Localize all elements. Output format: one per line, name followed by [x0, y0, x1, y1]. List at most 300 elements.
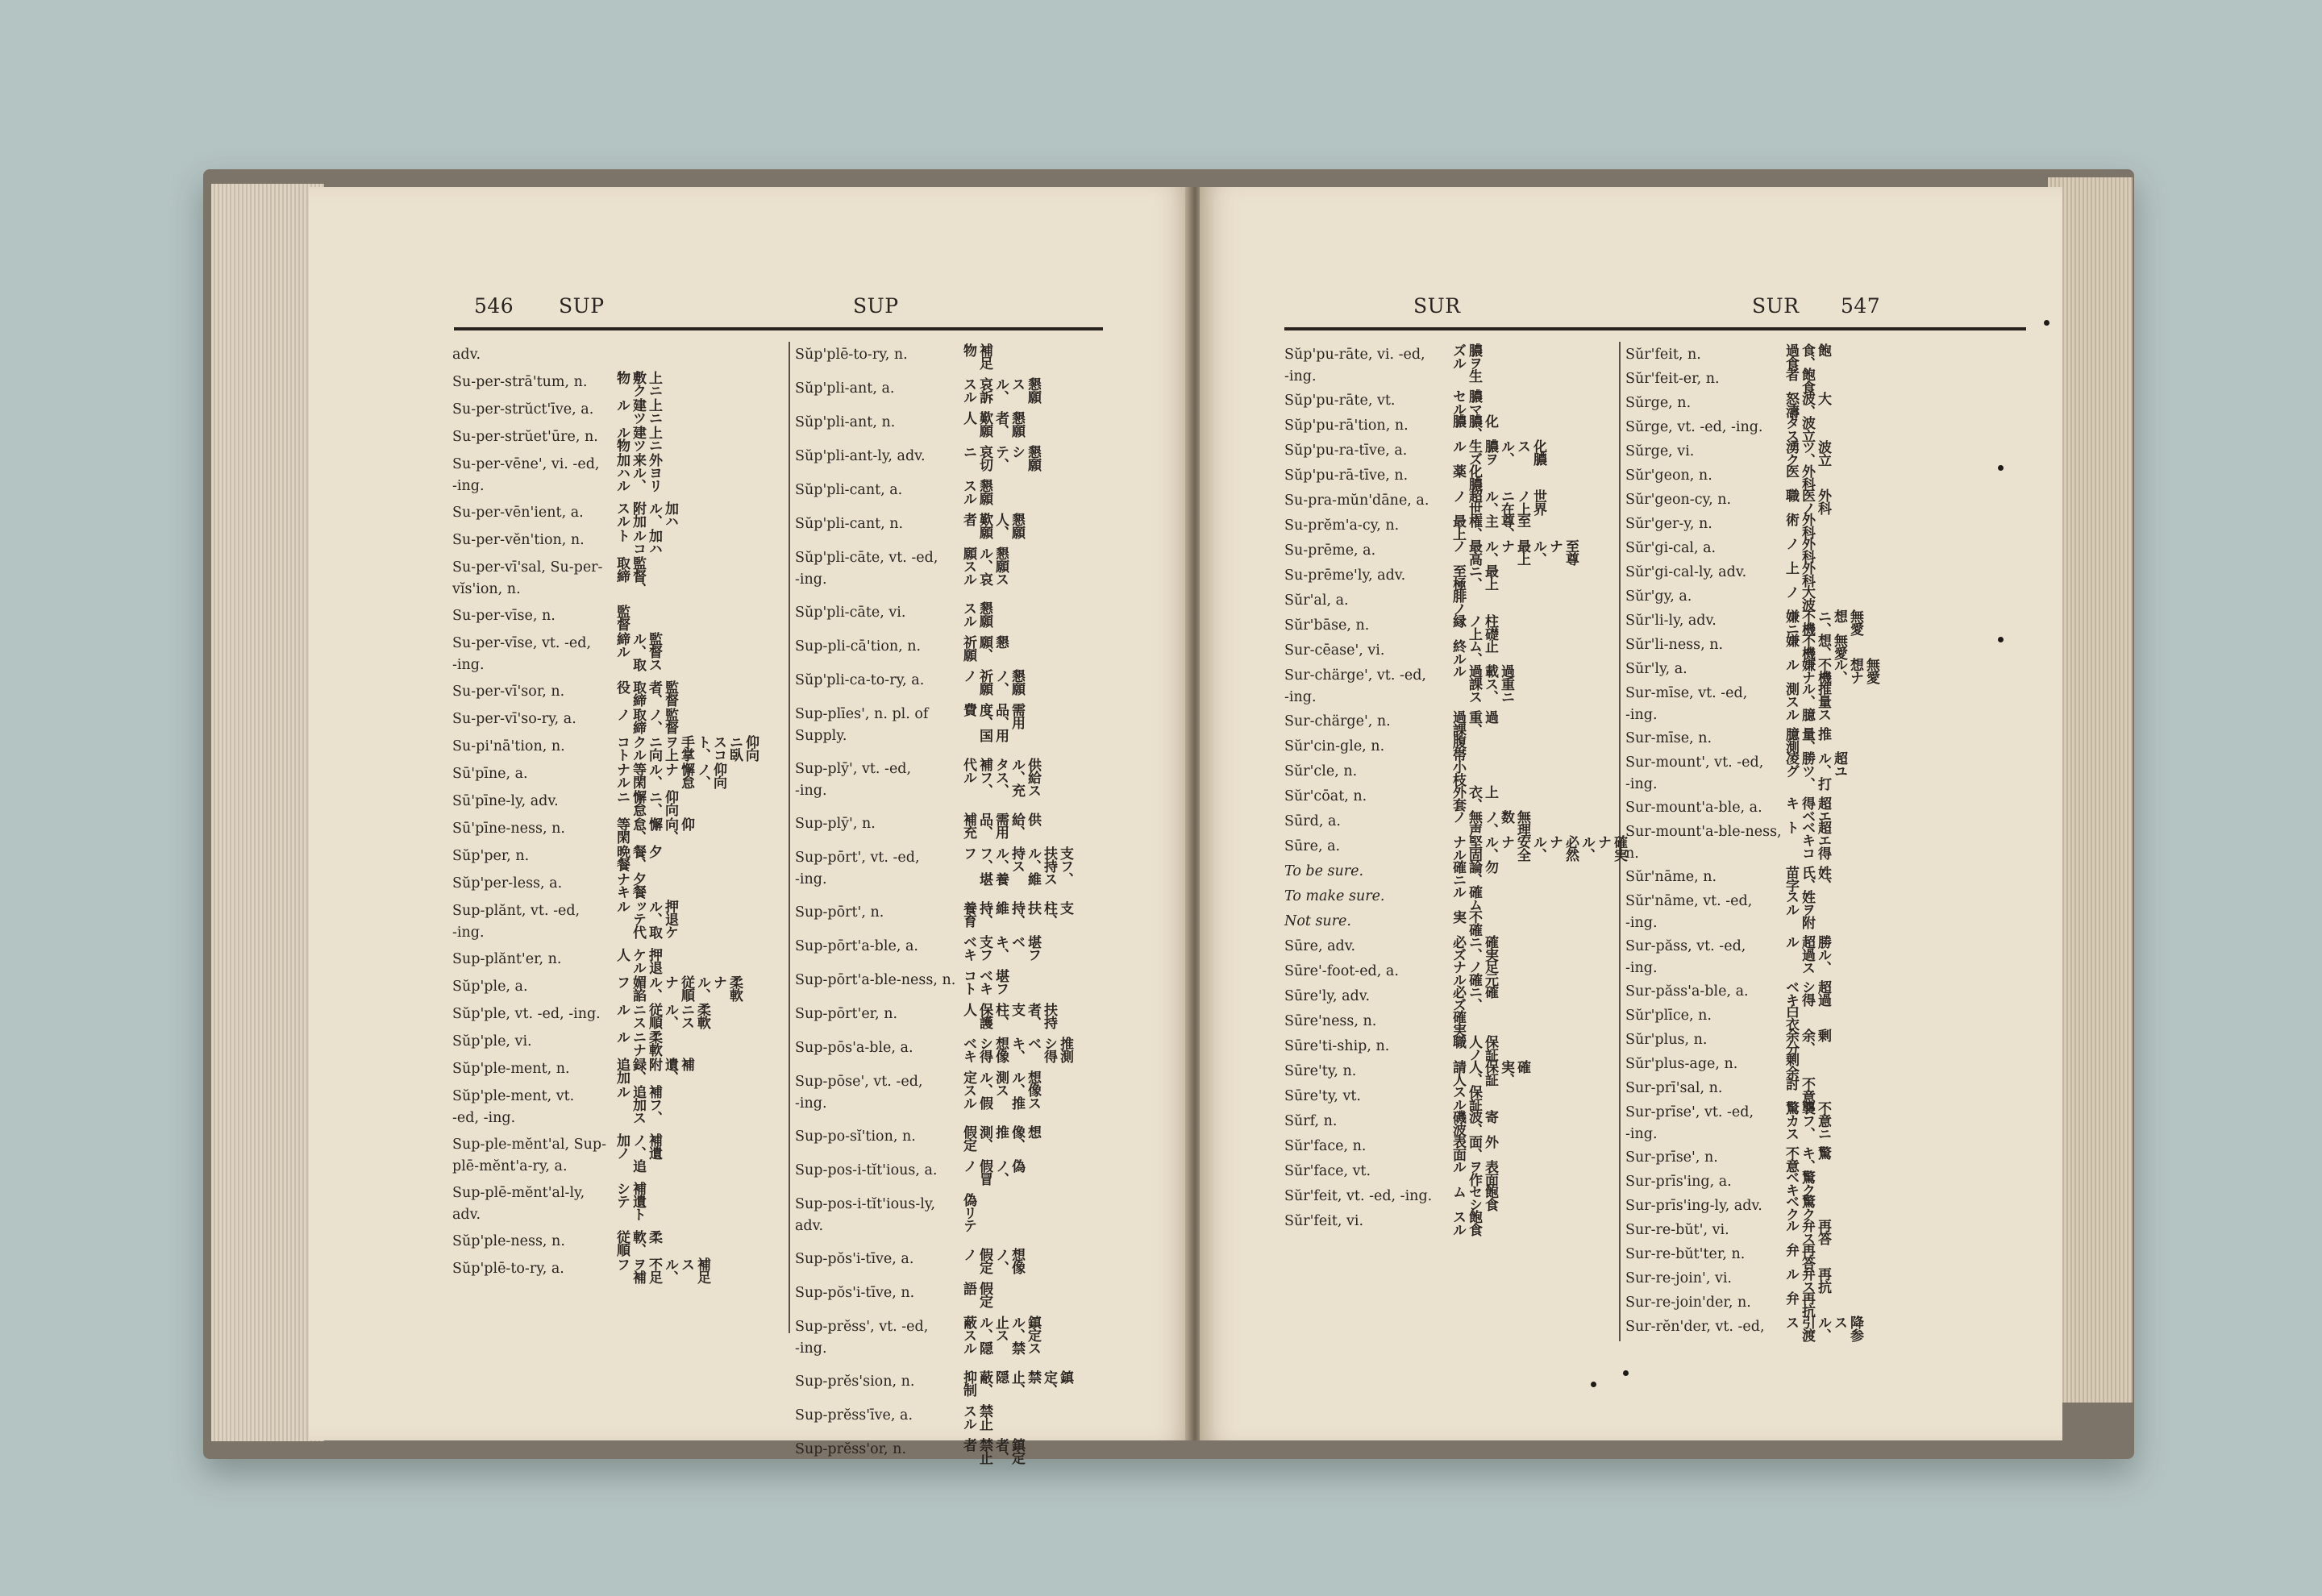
dictionary-entry	[1625, 487, 2012, 514]
japanese-gloss: 補足スル、不足ヲ補フ	[614, 1257, 710, 1283]
japanese-gloss: 超エ得ベキコト	[1783, 821, 1831, 859]
dictionary-entry	[1284, 588, 1611, 615]
dictionary-entry	[452, 816, 779, 843]
japanese-gloss: 補足物	[960, 343, 992, 369]
japanese-gloss: 假定語	[960, 1282, 992, 1307]
headword: Sŭrge, n.	[1625, 395, 1692, 411]
headword: Sŭr'li-ly, adv.	[1625, 613, 1717, 629]
headword: Sŭr'gi-cal, a.	[1625, 540, 1717, 556]
headword: Sup-pōrt', vt. -ed, -ing.	[795, 850, 920, 887]
japanese-gloss: 加ハルコト	[614, 529, 662, 555]
dictionary-entry	[1625, 1290, 2012, 1317]
dictionary-entry	[1625, 656, 2012, 684]
headword: Su-per-strŭet'ūre, n.	[452, 429, 598, 445]
japanese-gloss: 偽ノ、假冒ノ	[960, 1159, 1025, 1185]
japanese-gloss: 化膿スル、膿ヲ生ズル	[1450, 439, 1546, 465]
japanese-gloss: 仰向ノ、懈怠ナル、等閑ナル	[614, 763, 726, 788]
japanese-gloss: 柔軟ニナル	[614, 1030, 662, 1056]
dictionary-entry	[1625, 1051, 2012, 1079]
dictionary-entry	[1284, 808, 1611, 836]
japanese-gloss: 想像ノ、假定ノ	[960, 1248, 1025, 1274]
japanese-gloss: 足元ノ確ナル	[1450, 960, 1498, 986]
dictionary-entry	[795, 1124, 1113, 1151]
dictionary-entry	[1625, 608, 2012, 635]
japanese-gloss: 化膿薬	[1450, 464, 1482, 490]
headword: Sŭp'per, n.	[452, 848, 530, 864]
headword: To be sure.	[1284, 863, 1364, 879]
japanese-gloss: 懇願人、歎願者	[960, 513, 1025, 538]
japanese-gloss: 外科上	[1783, 561, 1815, 587]
headword: Sŭr'gi-cal-ly, adv.	[1625, 564, 1747, 580]
dictionary-entry	[1625, 632, 2012, 659]
dictionary-entry	[1625, 888, 2012, 937]
ink-spot	[2044, 320, 2049, 326]
headword: Su-per-vī'so-ry, a.	[452, 711, 576, 727]
japanese-gloss: 上ニ建ツル物	[614, 426, 662, 451]
japanese-gloss: 降参スル、引渡ス	[1783, 1315, 1863, 1341]
japanese-gloss: 無理数ノ、無声ノ	[1450, 810, 1530, 836]
japanese-gloss: 確実、保証人、請人	[1450, 1060, 1530, 1086]
dictionary-entry	[795, 634, 1113, 661]
headword: Sur-mīse, n.	[1625, 730, 1712, 746]
headword: Sŭr'plus-age, n.	[1625, 1056, 1738, 1072]
japanese-gloss: 確ムル	[1450, 885, 1482, 911]
headword: Sūrd, a.	[1284, 813, 1341, 829]
headword: Sŭp'pu-rāte, vi. -ed, -ing.	[1284, 347, 1425, 384]
headword: Sŭr'gy, a.	[1625, 588, 1692, 605]
dictionary-entry	[452, 871, 779, 898]
japanese-gloss: 補遺トシテ	[614, 1182, 646, 1220]
left-page-column-2	[795, 342, 1113, 1470]
dictionary-entry	[1284, 613, 1611, 640]
dictionary-entry	[1284, 883, 1611, 911]
dictionary-entry	[1625, 795, 2012, 822]
headword: Sŭrf, n.	[1284, 1113, 1338, 1129]
dictionary-entry	[795, 900, 1113, 927]
dictionary-entry	[1284, 1133, 1611, 1161]
dictionary-entry	[1625, 511, 2012, 538]
headword: Sŭp'pu-ra-tīve, a.	[1284, 443, 1408, 459]
japanese-gloss: 至尊ナル、最上ナル、最高ノ	[1450, 539, 1579, 565]
headword: Su-per-vī'sal, Su-per- vĭs'ion, n.	[452, 559, 603, 597]
dictionary-entry	[452, 527, 779, 555]
japanese-gloss: 押退ケル、取ッテ代ル	[614, 900, 678, 938]
dictionary-entry	[1284, 833, 1627, 861]
headword: Sŭp'pu-rāte, vt.	[1284, 393, 1396, 409]
headword: Su-pra-mŭn'dāne, a.	[1284, 493, 1429, 509]
headword: Sur-mount', vt. -ed, -ing.	[1625, 754, 1764, 792]
headword: Sur-re-bŭt', vi.	[1625, 1222, 1729, 1238]
dictionary-entry	[452, 761, 779, 788]
dictionary-entry	[1625, 414, 2012, 442]
headword: Sup-prĕs'sion, n.	[795, 1374, 915, 1390]
headword: Sŭr'geon-cy, n.	[1625, 492, 1732, 508]
japanese-gloss: 柔軟、従順	[614, 1230, 662, 1256]
left-page-header	[474, 290, 1135, 321]
dictionary-entry	[1625, 1075, 2012, 1103]
japanese-gloss: 上ニ敷ク物	[614, 371, 662, 397]
dictionary-entry	[452, 630, 779, 679]
dictionary-entry	[1284, 1058, 1611, 1086]
left-page-column-1	[452, 342, 779, 1283]
japanese-gloss: 小枝	[1450, 760, 1466, 786]
dictionary-entry	[1625, 1003, 2012, 1030]
japanese-gloss: 懇願スル、哀訴スル	[960, 377, 1041, 403]
headword: Sŭp'ple, vi.	[452, 1033, 532, 1049]
japanese-gloss: 勿論、確ニ	[1450, 860, 1498, 886]
dictionary-entry	[1284, 488, 1611, 515]
ink-spot	[1998, 465, 2004, 471]
headword: Sup-prĕss', vt. -ed, -ing.	[795, 1319, 929, 1357]
headword: Sur-prīs'ing, a.	[1625, 1174, 1732, 1190]
headword: Sur-mount'a-ble, a.	[1625, 800, 1762, 816]
headword: Sūre, a.	[1284, 838, 1341, 854]
japanese-gloss: 押退ケル人	[614, 948, 662, 974]
headword: Sŭr'face, n.	[1284, 1138, 1367, 1154]
dictionary-entry	[1284, 933, 1611, 961]
headword: Sŭr'feit, vi.	[1284, 1213, 1364, 1229]
dictionary-entry	[795, 811, 1113, 838]
japanese-gloss: 懇願者、歎願人	[960, 411, 1025, 437]
headword: Sū'pīne, a.	[452, 766, 528, 782]
headword: Sup-pōs'a-ble, a.	[795, 1040, 913, 1056]
dictionary-entry	[1625, 979, 2012, 1006]
japanese-gloss: 鎮定者、禁止者	[960, 1438, 1025, 1464]
right-page-column-2	[1625, 342, 2012, 1341]
dictionary-entry	[452, 342, 779, 369]
dictionary-entry	[795, 1314, 1113, 1362]
headword: Su-prēme'ly, adv.	[1284, 567, 1406, 584]
dictionary-entry	[452, 1029, 779, 1056]
headword: Sup-ple-mĕnt'al, Sup- plē-mĕnt'a-ry, a.	[452, 1137, 607, 1174]
dictionary-entry	[1625, 1027, 2012, 1054]
japanese-gloss: 再抗弁スル	[1783, 1267, 1831, 1293]
headword: Sŭp'pli-ant, n.	[795, 414, 896, 430]
headword: Sur-re-join'der, n.	[1625, 1295, 1751, 1311]
headword: Sū'pīne-ness, n.	[452, 821, 565, 837]
header-guide-word-left: SUP	[559, 294, 605, 318]
headword: Su-prĕm'a-cy, n.	[1284, 517, 1400, 534]
japanese-gloss: 監督、取締	[614, 556, 646, 595]
ink-spot	[1591, 1382, 1596, 1387]
dictionary-entry	[452, 1228, 779, 1256]
japanese-gloss: 白衣	[1783, 1004, 1799, 1030]
headword: Sup-pōrt'er, n.	[795, 1006, 898, 1022]
headword: Sup-pli-cā'tion, n.	[795, 638, 922, 655]
japanese-gloss: 波立タス	[1783, 416, 1815, 442]
dictionary-entry	[795, 845, 1113, 893]
headword: Su-per-strā'tum, n.	[452, 374, 588, 390]
dictionary-entry	[452, 451, 779, 500]
headword: Sŭrge, vi.	[1625, 443, 1695, 459]
japanese-gloss: 確ニ、必ズ	[1450, 985, 1498, 1011]
dictionary-entry	[452, 974, 779, 1001]
japanese-gloss: 禁止スル	[960, 1404, 992, 1430]
japanese-gloss: 懇願ノ、祈願ノ	[960, 669, 1025, 695]
page-edges-left	[211, 184, 324, 1441]
japanese-gloss: 寄波、磯波	[1450, 1110, 1498, 1136]
japanese-gloss: 支フ、扶持スル、維持スル、養フ、堪フ	[960, 846, 1073, 885]
dictionary-entry	[1625, 584, 2012, 611]
headword: Sup-pōse', vt. -ed, -ing.	[795, 1074, 923, 1112]
japanese-gloss: 驚クベク	[1783, 1195, 1815, 1220]
headword: Sŭp'pli-cant, a.	[795, 482, 903, 498]
headword: Sŭr'nāme, vt. -ed, -ing.	[1625, 893, 1753, 931]
dictionary-entry	[795, 1035, 1113, 1062]
dictionary-entry	[1625, 438, 2012, 466]
japanese-gloss: 無愛想ニ、不機嫌ニ	[1783, 609, 1863, 635]
dictionary-entry	[795, 1403, 1113, 1430]
headword: Not sure.	[1284, 913, 1351, 929]
dictionary-entry	[1284, 513, 1611, 540]
japanese-gloss: 不確実	[1450, 910, 1482, 936]
dictionary-entry	[452, 1056, 779, 1083]
dictionary-entry	[452, 679, 779, 706]
japanese-gloss: 監督者、取締役	[614, 680, 678, 706]
japanese-gloss: 外科医ノ職	[1783, 488, 1831, 514]
headword: Sŭp'pu-rā-tīve, n.	[1284, 468, 1409, 484]
dictionary-entry	[795, 1436, 1113, 1464]
headword: Sŭp'ple-ment, vt. -ed, -ing.	[452, 1088, 575, 1126]
japanese-gloss: 超過シ得ベキ	[1783, 980, 1831, 1006]
dictionary-entry	[795, 342, 1113, 369]
japanese-gloss: 供給、需用品、補充	[960, 813, 1041, 838]
dictionary-entry	[1284, 538, 1611, 565]
headword: Sur-cēase', vi.	[1284, 642, 1385, 659]
dictionary-entry	[452, 1132, 779, 1180]
japanese-gloss: 仰向、懈怠、等閑	[614, 817, 694, 843]
headword: Sur-prī'sal, n.	[1625, 1080, 1723, 1096]
headword: Sŭp'plē-to-ry, a.	[452, 1261, 564, 1277]
japanese-gloss: 止ム、終ル	[1450, 639, 1498, 665]
headword: Sup-plȳ', n.	[795, 816, 876, 832]
right-page	[1200, 187, 2062, 1440]
japanese-gloss: 懇願、祈願	[960, 635, 1009, 661]
header-guide-word-left: SUR	[1413, 294, 1461, 318]
dictionary-entry	[1625, 390, 2012, 418]
headword: Sup-plȳ', vt. -ed, -ing.	[795, 761, 912, 799]
dictionary-entry	[1284, 958, 1611, 986]
headword: Sŭr'geon, n.	[1625, 468, 1712, 484]
dictionary-entry	[1284, 908, 1611, 936]
page-number: 547	[1841, 294, 1881, 318]
dictionary-entry	[1284, 342, 1611, 390]
japanese-gloss: 保証人ノ職	[1450, 1035, 1498, 1061]
japanese-gloss: 腓ノ	[1450, 589, 1466, 615]
japanese-gloss: 再答弁スル	[1783, 1219, 1831, 1245]
dictionary-entry	[1625, 864, 2012, 892]
japanese-gloss: 確実ナル、必然ナル、安全ナル、堅固ナル	[1450, 835, 1627, 861]
dictionary-entry	[795, 967, 1113, 995]
dictionary-entry	[452, 734, 779, 761]
headword: Sur-mount'a-ble-ness, n.	[1625, 824, 1782, 862]
dictionary-entry	[1284, 1183, 1611, 1211]
japanese-gloss: 懇願シテ、哀切ニ	[960, 445, 1041, 471]
dictionary-entry	[795, 511, 1113, 538]
japanese-gloss: 補遺、附録、追加	[614, 1058, 694, 1083]
japanese-gloss: 膿ヲ生ズル	[1450, 343, 1482, 382]
headword: Sū'pīne-ly, adv.	[452, 793, 559, 809]
dictionary-entry	[795, 1069, 1113, 1117]
japanese-gloss: 供給スル、充タス、補フ、代ル	[960, 758, 1041, 796]
headword: Sŭp'ple-ment, n.	[452, 1061, 570, 1077]
headword: Sŭr'plus, n.	[1625, 1032, 1708, 1048]
japanese-gloss: 波立ツ、湧ク	[1783, 440, 1831, 466]
headword: Sŭp'ple, vt. -ed, -ing.	[452, 1006, 601, 1022]
headword: Sūre'ness, n.	[1284, 1013, 1377, 1029]
headword: Sŭp'pli-cāte, vt. -ed, -ing.	[795, 550, 938, 588]
japanese-gloss: 補フ、追加スル	[614, 1085, 662, 1124]
dictionary-entry	[1284, 438, 1611, 465]
japanese-gloss: 超ユル、打勝ツ、凌グ	[1783, 751, 1847, 790]
headword: Su-per-vīse, vt. -ed, -ing.	[452, 635, 592, 673]
japanese-gloss: 表面ヲ作ル	[1450, 1160, 1498, 1186]
headword: adv.	[452, 347, 481, 363]
japanese-gloss: 再抗弁	[1783, 1291, 1815, 1317]
dictionary-entry	[1625, 1169, 2012, 1196]
headword: Su-per-vēn'ient, a.	[452, 505, 584, 521]
dictionary-entry	[1625, 1145, 2012, 1172]
dictionary-entry	[1284, 1108, 1611, 1136]
dictionary-entry	[452, 1001, 779, 1029]
dictionary-entry	[452, 369, 779, 397]
headword: Sup-pŏs'i-tīve, a.	[795, 1251, 914, 1267]
japanese-gloss: 監督	[614, 605, 630, 630]
dictionary-entry	[1625, 1217, 2012, 1245]
dictionary-entry	[1625, 933, 2012, 982]
japanese-gloss: 無愛想ナル、不機嫌ナル	[1783, 658, 1879, 684]
headword: Sur-păss'a-ble, a.	[1625, 983, 1749, 1000]
headword: Sur-re-join', vi.	[1625, 1270, 1732, 1286]
headword: Sur-prīs'ing-ly, adv.	[1625, 1198, 1762, 1214]
japanese-gloss: 過重ニ載ス、過課スル	[1450, 664, 1514, 703]
left-page	[309, 187, 1192, 1464]
headword: Sūre'ty, vt.	[1284, 1088, 1361, 1104]
dictionary-entry	[1625, 366, 2012, 393]
japanese-gloss: 加ハル、附加スル	[614, 501, 678, 527]
headword: Sūre'ti-ship, n.	[1284, 1038, 1390, 1054]
headword: Sur-mīse, vt. -ed, -ing.	[1625, 685, 1748, 723]
japanese-gloss: 確実ニ、必ズ	[1450, 935, 1498, 961]
headword: Sŭr'feit-er, n.	[1625, 371, 1720, 387]
dictionary-entry	[795, 376, 1113, 403]
japanese-gloss: 化膿、膿	[1450, 414, 1498, 440]
dictionary-entry	[1284, 563, 1611, 590]
headword: Sŭr'li-ness, n.	[1625, 637, 1724, 653]
japanese-gloss: 偽リテ	[960, 1193, 976, 1232]
header-rule	[454, 327, 1103, 330]
japanese-gloss: 超エ得ベキ	[1783, 796, 1831, 822]
headword: Sŭr'al, a.	[1284, 592, 1349, 609]
headword: Sŭp'per-less, a.	[452, 875, 563, 892]
headword: Sŭp'pli-cāte, vi.	[795, 605, 906, 621]
headword: Sŭr'ger-y, n.	[1625, 516, 1712, 532]
ink-spot	[1998, 637, 2004, 642]
japanese-gloss: 不意討	[1783, 1077, 1815, 1103]
japanese-gloss: 飽食セシム	[1450, 1185, 1498, 1211]
headword: Sŭr'feit, vt. -ed, -ing.	[1284, 1188, 1433, 1204]
japanese-gloss: 仰向ニ臥スコト、手掌ヲ上ニ向クルコト	[614, 735, 759, 761]
header-rule	[1284, 327, 2026, 330]
japanese-gloss: 驚キ、不意	[1783, 1146, 1831, 1172]
dictionary-entry	[1625, 1193, 2012, 1220]
headword: Sup-prĕss'or, n.	[795, 1441, 907, 1457]
japanese-gloss: 鎮定スル、禁止スル、隠蔽スル	[960, 1315, 1041, 1354]
headword: Sur-re-bŭt'ter, n.	[1625, 1246, 1746, 1262]
headword: Sur-prīse', n.	[1625, 1149, 1718, 1166]
japanese-gloss: 過重、過課	[1450, 710, 1498, 736]
japanese-gloss: 剰余	[1783, 1053, 1799, 1079]
headword: Sur-prīse', vt. -ed, -ing.	[1625, 1104, 1754, 1142]
headword: To make sure.	[1284, 888, 1385, 904]
headword: Su-per-vī'sor, n.	[452, 684, 565, 700]
japanese-gloss: 外科術	[1783, 513, 1815, 538]
headword: Sŭp'pli-cant, n.	[795, 516, 904, 532]
japanese-gloss: 外面、表面	[1450, 1135, 1498, 1161]
headword: Sur-chärge', vt. -ed, -ing.	[1284, 667, 1426, 705]
headword: Sŭp'ple-ness, n.	[452, 1233, 565, 1249]
japanese-gloss: 柔軟ナル、従順ナル、媚諂フ	[614, 975, 743, 1001]
dictionary-entry	[452, 555, 779, 603]
dictionary-entry	[1625, 1266, 2012, 1293]
headword: Sūre'ly, adv.	[1284, 988, 1371, 1004]
headword: Sŭr'feit, n.	[1625, 347, 1701, 363]
dictionary-entry	[1284, 734, 1611, 761]
dictionary-entry	[795, 477, 1113, 505]
japanese-gloss: 最上ニ、至極	[1450, 564, 1498, 590]
dictionary-entry	[1625, 680, 2012, 729]
headword: Sup-pōrt'a-ble, a.	[795, 938, 918, 954]
headword: Sŭr'bāse, n.	[1284, 617, 1370, 634]
header-guide-word-right: SUP	[853, 294, 899, 318]
japanese-gloss: 扶持者、支柱、保護人	[960, 1003, 1057, 1029]
japanese-gloss: 不意ニ襲フ、驚カス	[1783, 1101, 1831, 1140]
dictionary-entry	[1284, 1208, 1611, 1236]
dictionary-entry	[795, 701, 1113, 750]
dictionary-entry	[1284, 663, 1611, 711]
japanese-gloss: 柱礎ノ上縁	[1450, 614, 1498, 640]
japanese-gloss: 想像スル、推測スル、假定スル	[960, 1070, 1041, 1109]
dictionary-entry	[795, 1369, 1113, 1396]
japanese-gloss: 堪フベキコト	[960, 969, 1009, 995]
japanese-gloss: 上ニ建ツル	[614, 398, 662, 424]
japanese-gloss: 至尊、主権、最上	[1450, 514, 1530, 540]
dictionary-entry	[795, 545, 1113, 593]
dictionary-entry	[1284, 413, 1611, 440]
dictionary-entry	[795, 1280, 1113, 1307]
dictionary-entry	[1284, 1033, 1611, 1061]
japanese-gloss: 推測シ得ベキ、想像シ得ベキ	[960, 1037, 1073, 1062]
japanese-gloss: 剰余、余分	[1783, 1029, 1831, 1054]
ink-spot	[1623, 1370, 1629, 1376]
page-number: 546	[474, 294, 514, 318]
headword: Sŭr'nāme, n.	[1625, 869, 1717, 885]
japanese-gloss: 保証スル	[1450, 1085, 1482, 1111]
headword: Sup-prĕss'īve, a.	[795, 1407, 913, 1424]
dictionary-entry	[452, 706, 779, 734]
japanese-gloss: 姓ヲ附スル	[1783, 890, 1815, 929]
japanese-gloss: 懇願スル、哀願スル	[960, 547, 1009, 585]
dictionary-entry	[452, 1180, 779, 1228]
dictionary-entry	[1284, 1158, 1611, 1186]
japanese-gloss: 驚クベキ	[1783, 1170, 1815, 1196]
dictionary-entry	[1625, 1241, 2012, 1269]
column-rule	[789, 342, 790, 1333]
headword: Su-per-vēne', vi. -ed, -ing.	[452, 456, 600, 494]
japanese-gloss: 上衣、外套	[1450, 785, 1498, 811]
dictionary-entry	[1284, 759, 1611, 786]
japanese-gloss: 想像、推測、假定	[960, 1125, 1041, 1151]
